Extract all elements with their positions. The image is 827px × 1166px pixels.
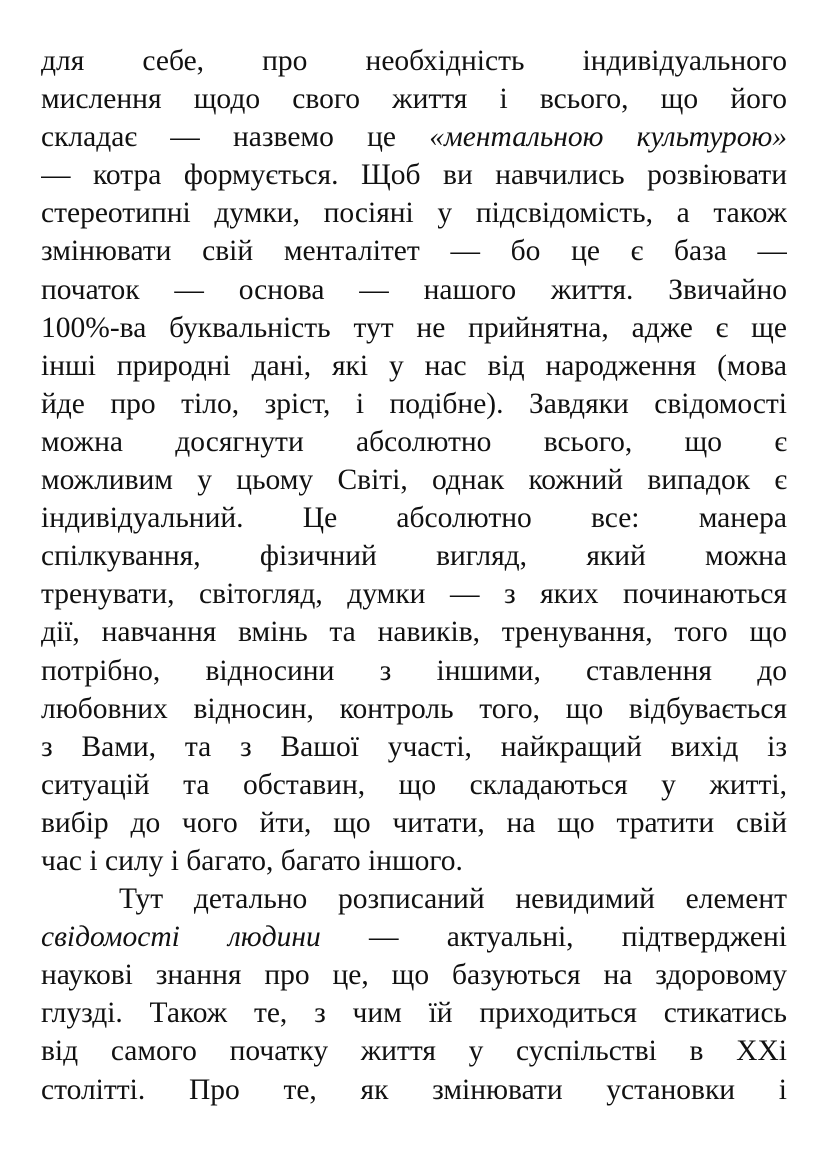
text-line: глузді. Також те, з чим їй приходиться стикатись bbox=[41, 997, 787, 1030]
italic-term-mental-culture: «ментальною культурою» bbox=[429, 121, 787, 154]
paragraph-2 bbox=[41, 880, 787, 1109]
text-line: від самого початку життя у суспільстві в ХХі bbox=[41, 1035, 787, 1068]
text-line: змінювати свій менталітет — бо це є база — bbox=[41, 235, 787, 268]
text-line: — котра формується. Щоб ви навчились розвіювати bbox=[41, 159, 787, 192]
text-line: мислення щодо свого життя і всього, що його bbox=[41, 83, 787, 116]
body-text bbox=[41, 42, 787, 1109]
text-line: час і силу і багато, багато іншого. bbox=[41, 844, 463, 877]
paragraph-1 bbox=[41, 42, 787, 880]
text-line: Тут детально розписаний невидимий елемент bbox=[119, 883, 787, 916]
text-line: дії, навчання вмінь та навиків, тренування, того що bbox=[41, 616, 787, 649]
text-line: наукові знання про це, що базуються на здоровому bbox=[41, 959, 787, 992]
text-line: можливим у цьому Світі, однак кожний випадок є bbox=[41, 464, 787, 497]
text-line: стереотипні думки, посіяні у підсвідомість, а також bbox=[41, 197, 787, 230]
text-line: для себе, про необхідність індивідуального bbox=[41, 45, 787, 77]
text-line: ситуацій та обставин, що складаються у житті, bbox=[41, 768, 787, 801]
italic-term-human-consciousness: свідомості людини bbox=[41, 921, 321, 954]
text-line: 100%-ва буквальність тут не прийнятна, адже є ще bbox=[41, 311, 787, 344]
text-line: можна досягнути абсолютно всього, що є bbox=[41, 425, 787, 458]
text-line bbox=[41, 118, 787, 156]
text-line: початок — основа — нашого життя. Звичайно bbox=[41, 273, 787, 306]
text-line: з Вами, та з Вашої участі, найкращий вихід із bbox=[41, 730, 787, 763]
text-line: столітті. Про те, як змінювати установки і bbox=[41, 1073, 787, 1106]
text-run: складає — назвемо це bbox=[41, 121, 396, 154]
text-line: індивідуальний. Це абсолютно все: манера bbox=[41, 502, 787, 535]
text-line: спілкування, фізичний вигляд, який можна bbox=[41, 540, 787, 573]
text-line: вибір до чого йти, що читати, на що тратити свій bbox=[41, 806, 787, 839]
text-line: йде про тіло, зріст, і подібне). Завдяки свідомості bbox=[41, 387, 787, 420]
text-line: потрібно, відносини з іншими, ставлення до bbox=[41, 654, 787, 687]
text-line: любовних відносин, контроль того, що відбувається bbox=[41, 692, 787, 725]
text-run: — актуальні, підтверджені bbox=[320, 921, 787, 954]
text-line: тренувати, світогляд, думки — з яких починаються bbox=[41, 578, 787, 611]
text-line bbox=[41, 918, 787, 956]
text-line: інші природні дані, які у нас від народження (мова bbox=[41, 349, 787, 382]
